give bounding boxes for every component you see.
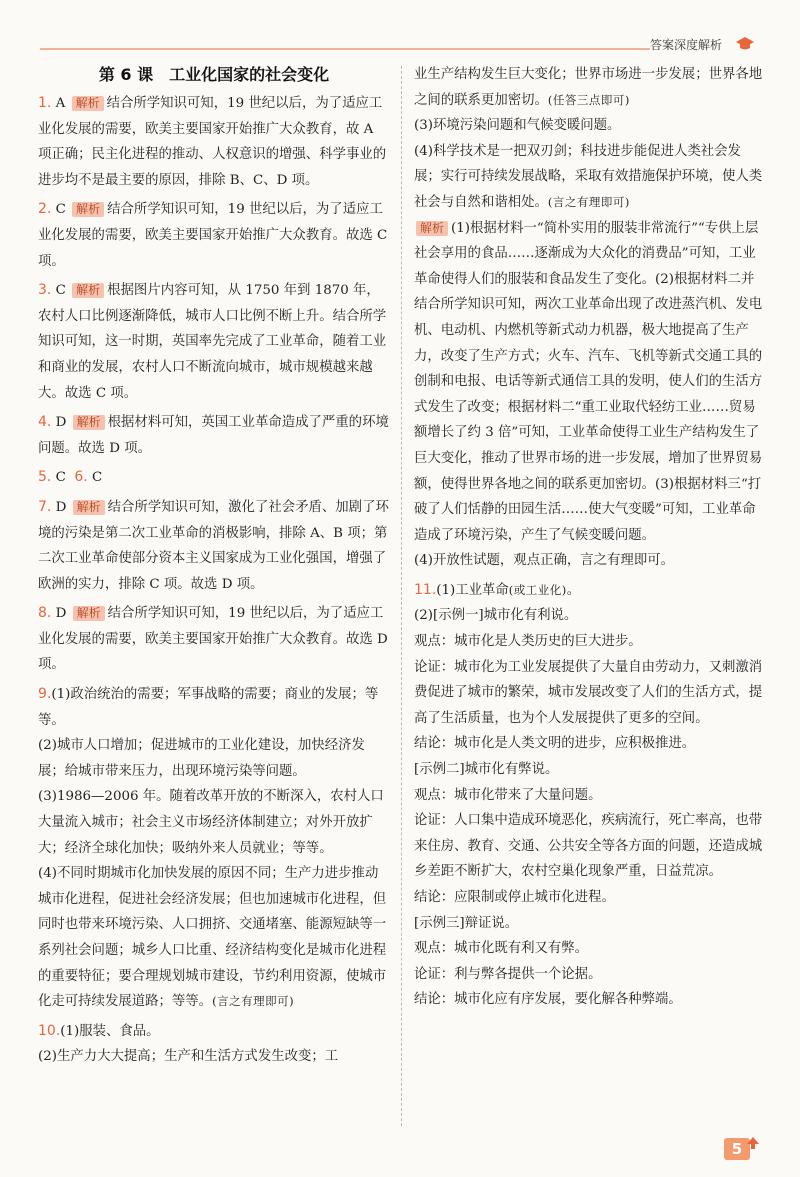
left-column (38, 62, 390, 1074)
answer-item-1: 1. A 解析 结合所学知识可知，19 世纪以后，为了适应工业化发展的需要，欧美主要国家开始推广大众教育，故 A 项正确；民主化进程的推动、人权意识的增强、科学事业的进步均不是最主要的原因，排除 B、C、D 项。 (38, 95, 387, 188)
analysis-tag: 解析 (73, 500, 105, 515)
answer-item-10-cont: 业生产结构发生巨大变化；世界市场进一步发展；世界各地之间的联系更加密切。(任答三点即可) (3)环境污染问题和气候变暖问题。 (4)科学技术是一把双刃剑；科技进步能促进人类社会发展；实行可持续发展战略，采取有效措施保护环境，使人类社会与自然和谐相处。(言之有理即可) 解析 (1)根据材料一“简朴实用的服装非常流行”“专供上层社会享用的食品……逐渐成为大众化的消费品”可知，工业革命使得人们的服装和食品发生了变化。(2)根据材料二并结合所学知识可知，两次工业革命出现了改进蒸汽机、发电机、电动机、内燃机等新式动力机器，极大地提高了生产力，改变了生产方式；火车、汽车、飞机等新式交通工具的创制和电报、电话等新式通信工具的发明，使人们的生活方式发生了改变；根据材料二“重工业取代轻纺工业……贸易额增长了约 3 倍”可知，工业革命使得工业生产结构发生了巨大变化，推动了世界市场的进一步发展，增加了世界贸易额，使得世界各地之间的联系更加密切。(3)根据材料三“打破了人们恬静的田园生活……使大气变暖”可知，工业革命造成了环境污染，产生了气候变暖问题。 (4)开放性试题，观点正确，言之有理即可。 (414, 67, 763, 569)
analysis-tag: 解析 (72, 96, 104, 111)
graduation-cap-icon (735, 36, 755, 52)
analysis-tag: 解析 (73, 415, 105, 430)
answer-item-2: 2. C 解析 结合所学知识可知，19 世纪以后，为了适应工业化发展的需要，欧美主要国家开始推广大众教育。故选 C 项。 (38, 201, 388, 269)
answer-item-5-6: 5. C 6. C (38, 469, 103, 486)
header-title: 答案深度解析 (650, 38, 723, 52)
answer-item-7: 7. D 解析 结合所学知识可知，激化了社会矛盾、加剧了环境的污染是第二次工业革命的消极影响，排除 A、B 项；第二次工业革命使部分资本主义国家成为工业化强国，增强了欧洲的实力，排除 C 项。故选 D 项。 (38, 498, 389, 592)
arrow-up-icon (746, 1136, 760, 1150)
header-rule (40, 48, 650, 50)
analysis-tag: 解析 (73, 606, 105, 621)
answer-item-3: 3. C 解析 根据图片内容可知，从 1750 年到 1870 年，农村人口比例逐渐降低，城市人口比例不断上升。结合所学知识可知，这一时期，英国率先完成了工业革命，随着工业和商业的发展，农村人口不断流向城市，城市规模越来越大。故选 C 项。 (38, 282, 387, 401)
answer-item-4: 4. D 解析 根据材料可知，英国工业革命造成了严重的环境问题。故选 D 项。 (38, 414, 389, 456)
column-divider (401, 66, 402, 1126)
right-column (414, 62, 764, 1017)
answer-item-10-start: 10.(1)服装、食品。 (2)生产力大大提高；生产和生活方式发生改变；工 (38, 1022, 339, 1065)
answer-item-9: 9.(1)政治统治的需要；军事战略的需要；商业的发展；等等。 (2)城市人口增加；促进城市的工业化建设，加快经济发展；给城市带来压力，出现环境污染等问题。 (3)1986—2006 年。随着改革开放的不断深入，农村人口大量流入城市；社会主义市场经济体制建立；对外开放扩大；经济全球化加快；吸纳外来人员就业；等等。 (4)不同时期城市化加快发展的原因不同；生产力进步推动城市化进程，促进社会经济发展；但也加速城市化进程，但同时也带来环境污染、人口拥挤、交通堵塞、能源短缺等一系列社会问题；城乡人口比重、经济结构变化是城市化进程的重要特征；要合理规划城市建设，节约利用资源，使城市化走可持续发展道路；等等。(言之有理即可) (38, 686, 387, 1010)
analysis-tag: 解析 (72, 283, 104, 298)
answer-item-8: 8. D 解析 结合所学知识可知，19 世纪以后，为了适应工业化发展的需要，欧美主要国家开始推广大众教育。故选 D 项。 (38, 605, 388, 673)
analysis-tag: 解析 (416, 221, 448, 236)
lesson-title: 第 6 课 工业化国家的社会变化 (98, 65, 330, 84)
page-number: 5 (724, 1138, 750, 1160)
answer-item-11: 11.(1)工业革命(或工业化)。 (2)[示例一]城市化有利说。 观点：城市化是人类历史的巨大进步。 论证：城市化为工业发展提供了大量自由劳动力，又刺激消费促进了城市的繁荣，城市发展改变了人们的生活方式，提高了生活质量，也为个人发展提供了更多的空间。 结论：城市化是人类文明的进步，应积极推进。 [示例二]城市化有弊说。 观点：城市化带来了大量问题。 论证：人口集中造成环境恶化，疾病流行，死亡率高，也带来住房、教育、交通、公共安全等各方面的问题，还造成城乡差距不断扩大，农村空巢化现象严重，日益荒凉。 结论：应限制或停止城市化进程。 [示例三]辩证说。 观点：城市化既有利又有弊。 论证：利与弊各提供一个论据。 结论：城市化应有序发展，要化解各种弊端。 (414, 581, 763, 1008)
analysis-tag: 解析 (72, 202, 104, 217)
